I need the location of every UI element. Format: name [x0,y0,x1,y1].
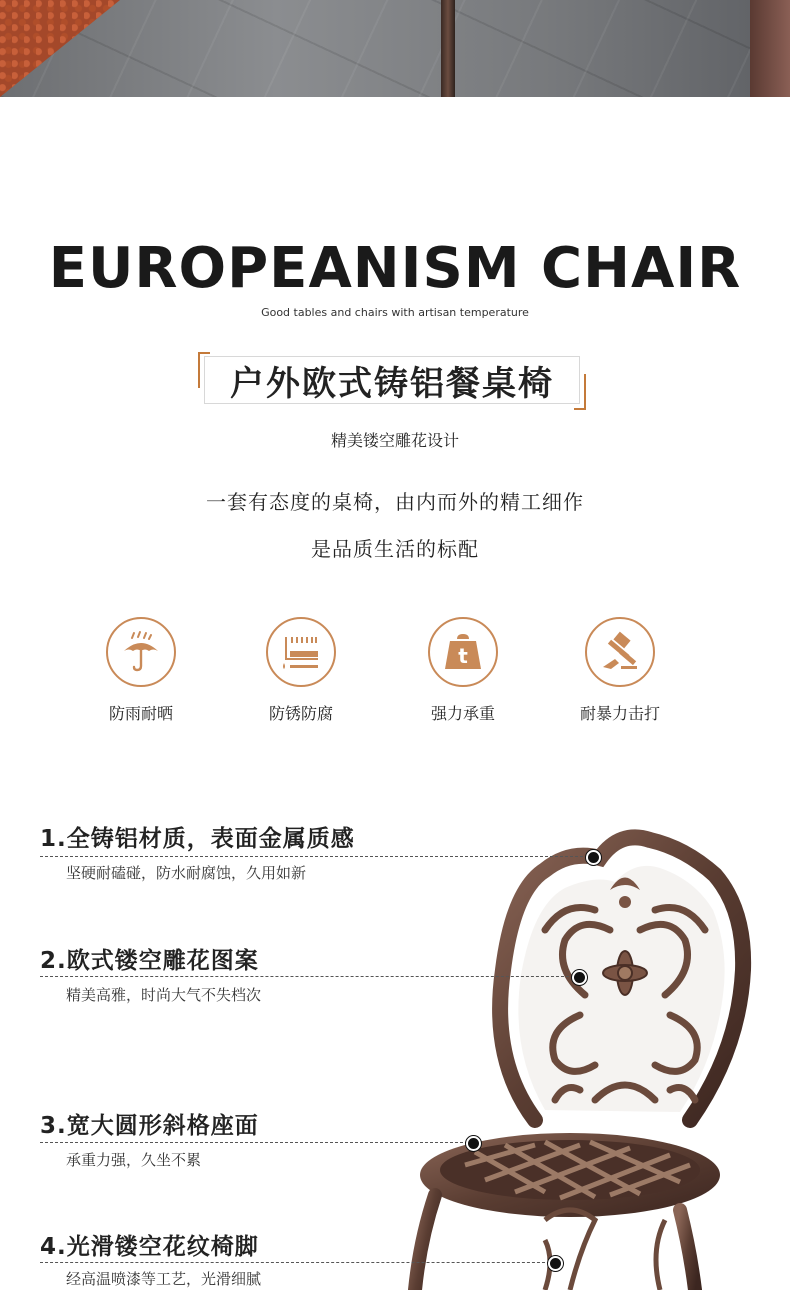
callout-dot [466,1136,481,1151]
anti-rust-icon [266,617,336,687]
mulch-ground [0,0,120,97]
weight-icon [428,617,498,687]
leader-line [40,1262,550,1263]
cn-title-frame [198,352,586,410]
page-subtitle: Good tables and chairs with artisan temperature [261,306,529,319]
slogan-line-2: 是品质生活的标配 [311,537,479,561]
feature-impact [545,617,695,724]
leader-line [40,1142,468,1143]
chair-edge [750,0,790,97]
callout-dot [572,970,587,985]
detail-desc: 承重力强，久坐不累 [66,1151,202,1169]
detail-4 [40,1228,262,1288]
feature-rainproof [66,617,216,724]
detail-desc: 经高温喷漆等工艺，光滑细腻 [66,1270,262,1288]
detail-heading: 2.欧式镂空雕花图案 [40,948,259,974]
callout-dot [548,1256,563,1271]
detail-heading: 1.全铸铝材质，表面金属质感 [40,826,355,852]
feature-list [0,617,790,727]
callout-dot [586,850,601,865]
detail-2 [40,942,262,1004]
detail-heading: 4.光滑镂空花纹椅脚 [40,1234,259,1260]
hammer-icon [585,617,655,687]
feature-antirust [226,617,376,724]
feature-label: 强力承重 [430,704,495,723]
detail-desc: 坚硬耐磕碰，防水耐腐蚀，久用如新 [66,864,307,882]
detail-desc: 精美高雅，时尚大气不失档次 [66,986,262,1004]
chair-illustration [395,820,790,1290]
svg-text:t: t [458,644,468,668]
detail-heading: 3.宽大圆形斜格座面 [40,1113,259,1139]
cn-title: 户外欧式铸铝餐桌椅 [204,356,580,404]
detail-1 [40,820,355,882]
umbrella-pole [441,0,455,97]
page-title: EUROPEANISM CHAIR [48,236,742,301]
top-product-photo [0,0,790,97]
feature-loadbearing [388,617,538,724]
feature-label: 防雨耐晒 [108,704,173,723]
feature-label: 防锈防腐 [268,704,333,723]
slogan-line-1: 一套有态度的桌椅，由内而外的精工细作 [206,490,584,514]
umbrella-rain-icon [106,617,176,687]
cn-subtitle: 精美镂空雕花设计 [330,431,459,450]
leader-line [40,856,588,857]
leader-line [40,976,574,977]
detail-3 [40,1107,259,1169]
feature-label: 耐暴力击打 [579,704,660,723]
